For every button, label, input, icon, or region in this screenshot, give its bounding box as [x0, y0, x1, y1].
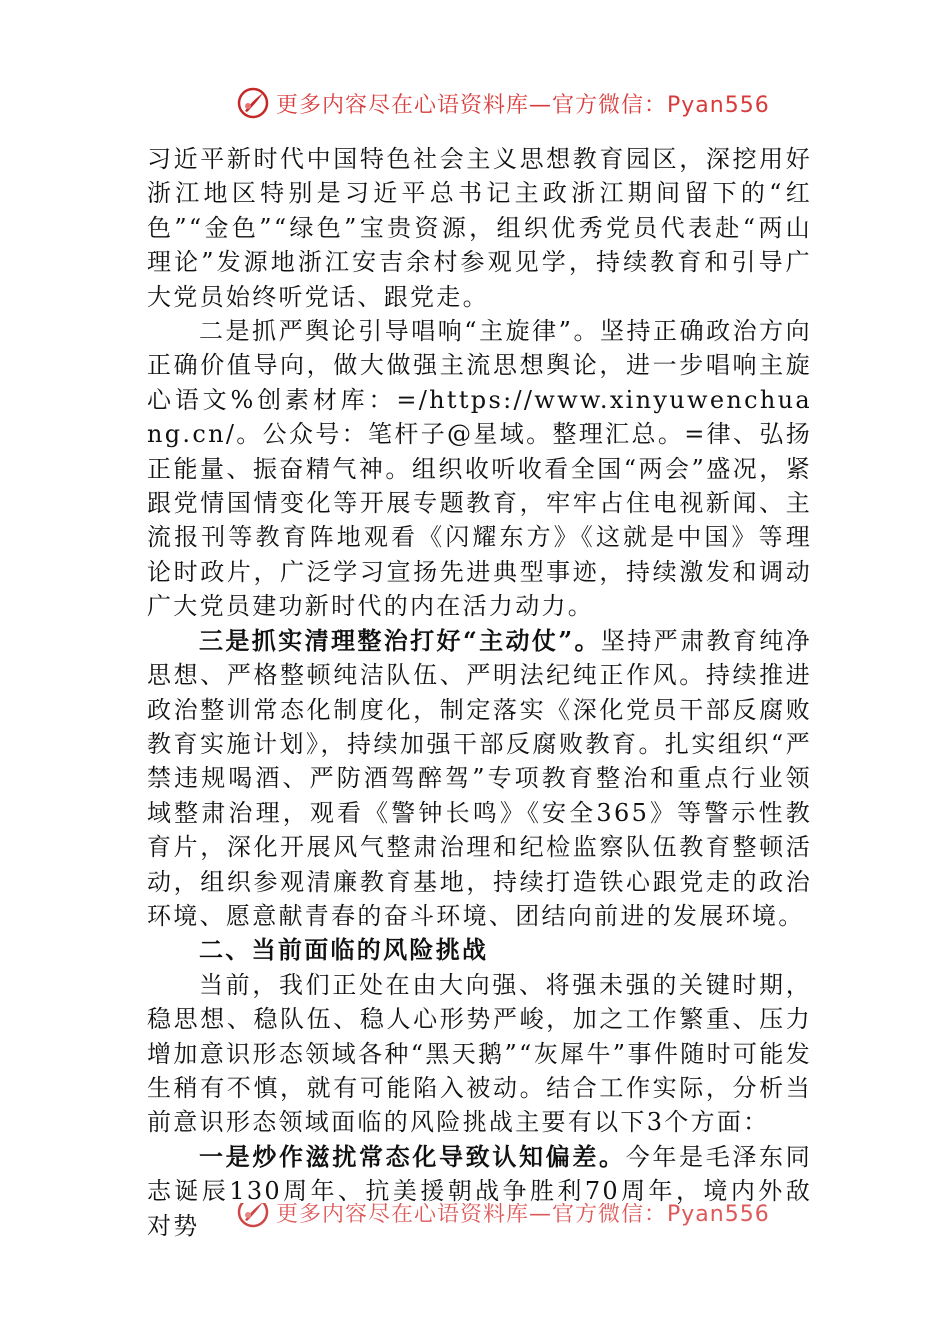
paragraph-1: 习近平新时代中国特色社会主义思想教育园区，深挖用好浙江地区特别是习近平总书记主政浙江期间留下的“红色”“金色”“绿色”宝贵资源，组织优秀党员代表赴“两山理论”发源地浙江安吉余村参观见学，持续教育和引导广大党员始终听党话、跟党走。: [147, 145, 812, 311]
paragraph-5-lead: 一是炒作滋扰常态化导致认知偏差。: [199, 1141, 626, 1171]
header-watermark: [0, 82, 950, 122]
paragraph-4: 当前，我们正处在由大向强、将强未强的关键时期，稳思想、稳队伍、稳人心形势严峻，加之工作繁重、压力增加意识形态领域各种“黑天鹅”“灰犀牛”事件随时可能发生稍有不慎，就有可能陷入被动。结合工作实际，分析当前意识形态领域面临的风险挑战主要有以下3个方面：: [147, 970, 812, 1137]
section-heading: 二、当前面临的风险挑战: [199, 935, 489, 965]
watermark-text-footer: 更多内容尽在心语资料库—官方微信：Pyan556: [276, 1203, 770, 1227]
document-body: [147, 142, 812, 1243]
quill-seal-logo-icon: [236, 86, 270, 120]
paragraph-3-lead: 三是抓实清理整治打好“主动仗”。: [199, 625, 601, 655]
paragraph-5: 一是炒作滋扰常态化导致认知偏差。今年是毛泽东同志诞辰130周年、抗美援朝战争胜利70周年，境内外敌对势: [147, 1141, 812, 1240]
paragraph-2: 二是抓严舆论引导唱响“主旋律”。坚持正确政治方向正确价值导向，做大做强主流思想舆论，进一步唱响主旋心语文%创素材库：=/https://www.xinyuwenchuang.cn/。公众号：笔杆子@星域。整理汇总。=律、弘扬正能量、振奋精气神。组织收听收看全国“两会”盛况，紧跟党情国情变化等开展专题教育，牢牢占住电视新闻、主流报刊等教育阵地观看《闪耀东方》《这就是中国》等理论时政片，广泛学习宣扬先进典型事迹，持续激发和调动广大党员建功新时代的内在活力动力。: [147, 317, 812, 621]
quill-seal-logo-icon: [236, 1203, 270, 1229]
watermark-text: 更多内容尽在心语资料库—官方微信：Pyan556: [276, 93, 770, 118]
footer-watermark: [0, 1203, 950, 1239]
paragraph-3: 三是抓实清理整治打好“主动仗”。坚持严肃教育纯净思想、严格整顿纯洁队伍、严明法纪纯正作风。持续推进政治整训常态化制度化，制定落实《深化党员干部反腐败教育实施计划》，持续加强干部反腐败教育。扎实组织“严禁违规喝酒、严防酒驾醉驾”专项教育整治和重点行业领域整肃治理，观看《警钟长鸣》《安全365》等警示性教育片，深化开展风气整肃治理和纪检监察队伍教育整顿活动，组织参观清廉教育基地，持续打造铁心跟党走的政治环境、愿意献青春的奋斗环境、团结向前进的发展环境。: [147, 625, 812, 930]
